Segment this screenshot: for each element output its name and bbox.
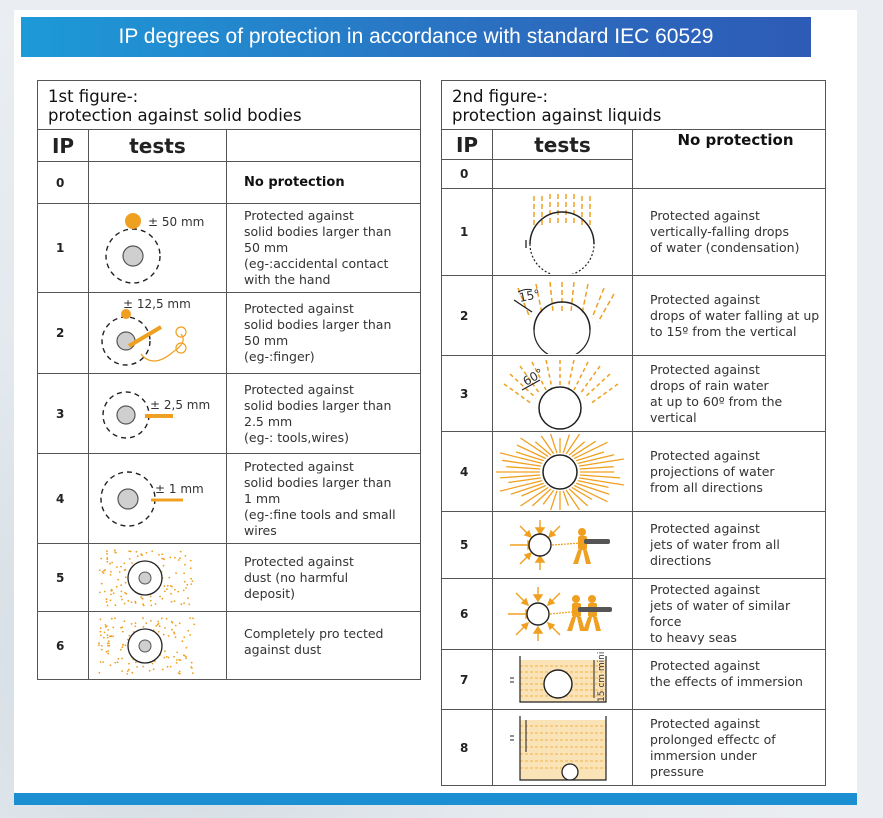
liquid-col-ip: IP: [442, 130, 493, 160]
ip-code: 5: [38, 544, 89, 612]
protection-desc: [633, 432, 826, 512]
table-row: [38, 454, 421, 544]
dust-tight-icon: [93, 614, 223, 678]
test-figure: [493, 579, 633, 650]
test-figure: [89, 162, 227, 204]
liquid-table-title: [442, 81, 826, 130]
test-figure: [89, 293, 227, 374]
desc-line: prolonged effectc of: [650, 731, 776, 747]
desc-line: 1 mm: [244, 490, 281, 506]
protection-desc: [633, 579, 826, 650]
angle-label: 15°: [517, 286, 541, 305]
ip-code: 8: [442, 710, 493, 786]
desc-line: at up to 60º from the: [650, 393, 783, 409]
solid-col-tests: tests: [89, 130, 227, 162]
ip-code: 5: [442, 512, 493, 579]
test-figure: [89, 544, 227, 612]
liquid-col-tests: tests: [493, 130, 633, 160]
solid-bodies-table: [37, 80, 421, 680]
test-figure: [89, 204, 227, 293]
desc-line: projections of water: [650, 463, 775, 479]
desc-line: to 15º from the vertical: [650, 323, 797, 339]
liquid-title-line2: protection against liquids: [452, 106, 662, 125]
desc-line: Protected against: [650, 208, 760, 223]
desc-line: Protected against: [650, 658, 760, 673]
heavy-jets-icon: [496, 583, 630, 645]
desc-line: wires: [244, 522, 277, 538]
test-figure: [493, 432, 633, 512]
table-row: [442, 432, 826, 512]
test-figure: [493, 356, 633, 432]
size-label: ± 50 mm: [147, 215, 204, 229]
solid-table-title: [38, 81, 421, 130]
desc-line: with the hand: [244, 272, 331, 287]
rain-60deg-icon: [496, 358, 630, 430]
desc-line: pressure: [650, 763, 704, 779]
desc-line: the effects of immersion: [650, 674, 803, 689]
desc-line: (eg-:finger): [244, 349, 315, 364]
desc-line: to heavy seas: [650, 630, 737, 645]
protection-desc: [633, 130, 826, 189]
desc-line: Protected against: [244, 553, 354, 569]
desc-line: jets of water from all: [650, 537, 780, 552]
desc-line: vertical: [650, 409, 697, 425]
test-figure: [89, 374, 227, 454]
ip-code: 3: [442, 356, 493, 432]
page-title-banner: IP degrees of protection in accordance with standard IEC 60529: [21, 17, 811, 57]
protection-desc: [227, 293, 421, 374]
size-label: ± 12,5 mm: [122, 297, 191, 311]
desc-line: Protected against: [244, 301, 354, 316]
depth-label: 15 cm mini: [596, 651, 607, 702]
size-label: ± 1 mm: [154, 481, 204, 496]
firefighter-icon: [573, 528, 610, 564]
desc-line: Protected against: [650, 447, 760, 463]
splash-all-directions-icon: [496, 434, 630, 510]
protection-desc: [227, 544, 421, 612]
ip-code: 1: [38, 204, 89, 293]
desc-line: against dust: [244, 642, 322, 657]
desc-line: of water (condensation): [650, 240, 800, 255]
liquids-table: [441, 80, 826, 786]
desc-line: Protected against: [244, 381, 354, 397]
desc-line: Protected against: [244, 458, 354, 474]
desc-line: (eg-:accidental contact: [244, 256, 389, 271]
protection-desc: [227, 204, 421, 293]
desc-line: Protected against: [650, 361, 760, 377]
ip-code: 0: [442, 160, 493, 189]
ip-code: 0: [38, 162, 89, 204]
ip-code: 1: [442, 189, 493, 276]
desc-line: directions: [650, 553, 712, 568]
table-row: [442, 356, 826, 432]
test-figure: [89, 612, 227, 680]
protection-desc: [227, 454, 421, 544]
desc-line: vertically-falling drops: [650, 224, 789, 239]
protection-desc: [227, 374, 421, 454]
ip-code: 6: [442, 579, 493, 650]
solid-col-ip: IP: [38, 130, 89, 162]
desc-line: 50 mm: [244, 240, 289, 255]
sphere-50mm-icon: [93, 205, 223, 291]
protection-desc: [633, 710, 826, 786]
desc-line: Protected against: [650, 715, 760, 731]
desc-line: solid bodies larger than: [244, 224, 392, 239]
desc-line: 50 mm: [244, 333, 289, 348]
table-row: [442, 276, 826, 356]
wire-probe-icon: [93, 459, 223, 539]
desc-line: jets of water of similar force: [650, 598, 791, 629]
desc-line: (eg-: tools,wires): [244, 429, 349, 445]
desc-line: 2.5 mm: [244, 413, 293, 429]
test-figure: [493, 512, 633, 579]
liquid-title-line1: 2nd figure-:: [452, 87, 549, 106]
test-figure: [89, 454, 227, 544]
dust-icon: [93, 546, 223, 610]
table-row: [38, 162, 421, 204]
solid-title-line1: 1st figure-:: [48, 87, 139, 106]
table-row: [38, 374, 421, 454]
ip-code: 2: [38, 293, 89, 374]
protection-desc: [633, 650, 826, 710]
desc-line: solid bodies larger than: [244, 317, 392, 332]
desc-line: No protection: [677, 131, 794, 149]
table-row: [442, 512, 826, 579]
desc-line: deposit): [244, 585, 295, 601]
prolonged-immersion-icon: [496, 712, 630, 784]
desc-line: solid bodies larger than: [244, 474, 392, 490]
ip-code: 4: [38, 454, 89, 544]
table-row: [442, 579, 826, 650]
test-figure: [493, 276, 633, 356]
desc-line: Protected against: [650, 521, 760, 536]
table-row: [442, 189, 826, 276]
protection-desc: [633, 356, 826, 432]
table-row: [38, 204, 421, 293]
firefighters-icon: [567, 595, 612, 631]
protection-desc: [633, 189, 826, 276]
ip-code: 6: [38, 612, 89, 680]
desc-line: from all directions: [650, 479, 763, 495]
table-row: [38, 544, 421, 612]
desc-line: No protection: [244, 174, 345, 190]
desc-line: Protected against: [244, 208, 354, 223]
test-figure: [493, 160, 633, 189]
table-row: [38, 293, 421, 374]
table-row: [38, 612, 421, 680]
drops-15deg-icon: [496, 278, 630, 354]
desc-line: dust (no harmful: [244, 569, 349, 585]
solid-title-line2: protection against solid bodies: [48, 106, 302, 125]
vertical-drops-icon: [496, 190, 630, 274]
ip-code: 3: [38, 374, 89, 454]
test-figure: [493, 189, 633, 276]
water-jets-icon: [496, 514, 630, 576]
desc-line: drops of rain water: [650, 377, 769, 393]
desc-line: Protected against: [650, 582, 760, 597]
desc-line: drops of water falling at up: [650, 307, 820, 323]
table-row: [442, 710, 826, 786]
finger-probe-icon: [93, 294, 223, 372]
test-figure: [493, 710, 633, 786]
desc-line: Completely pro tected: [244, 626, 384, 641]
test-figure: [493, 650, 633, 710]
solid-col-desc: [227, 130, 421, 162]
angle-label: 60°: [520, 365, 546, 389]
protection-desc: [633, 512, 826, 579]
ip-code: 7: [442, 650, 493, 710]
protection-desc: [633, 276, 826, 356]
desc-line: Protected against: [650, 291, 760, 307]
tool-probe-icon: [93, 379, 223, 449]
ip-code: 2: [442, 276, 493, 356]
desc-line: (eg-:fine tools and small: [244, 506, 396, 522]
protection-desc: [227, 162, 421, 204]
desc-line: solid bodies larger than: [244, 397, 392, 413]
ip-code: 4: [442, 432, 493, 512]
protection-desc: [227, 612, 421, 680]
table-row: [442, 650, 826, 710]
size-label: ± 2,5 mm: [149, 397, 210, 412]
desc-line: immersion under: [650, 747, 757, 763]
immersion-icon: [496, 652, 630, 708]
